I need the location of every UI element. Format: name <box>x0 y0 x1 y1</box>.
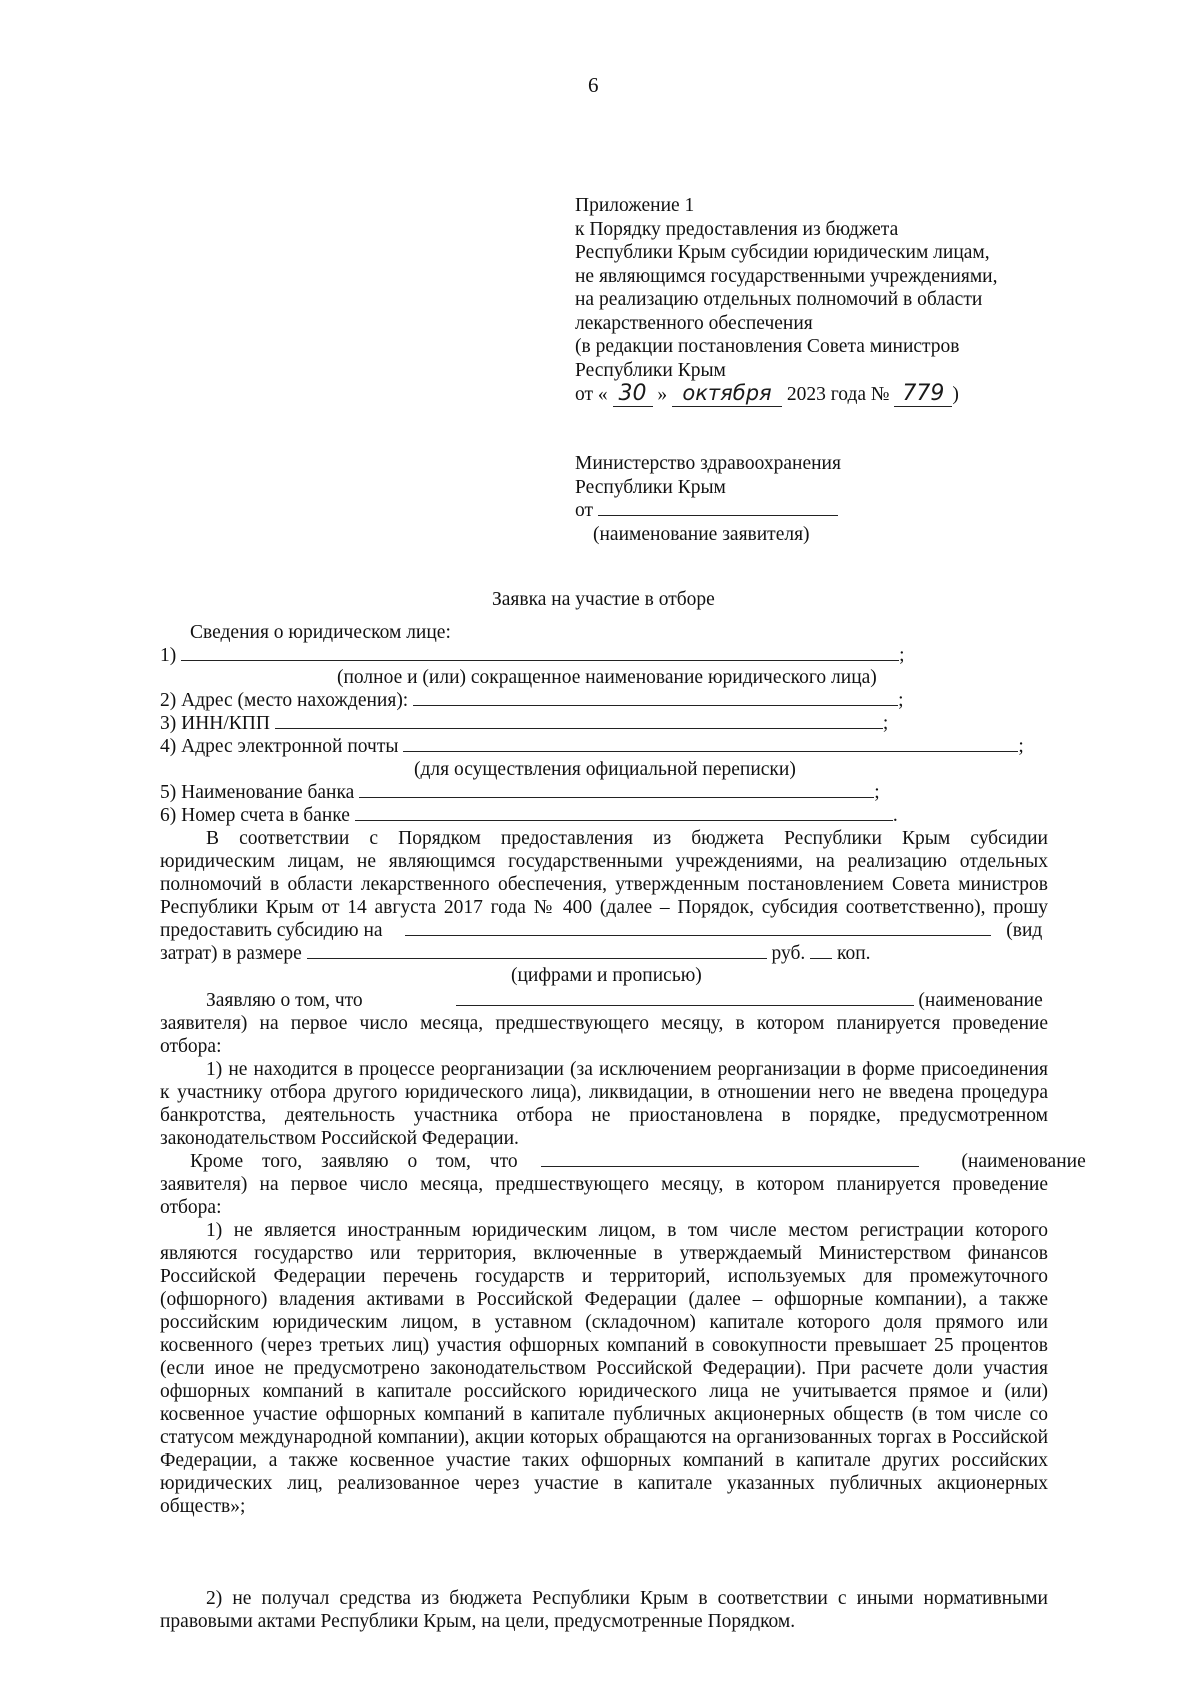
legal-info-item-3: 3) ИНН/КПП ; <box>160 713 889 734</box>
expense-type-field[interactable] <box>405 935 991 936</box>
address-field[interactable] <box>413 705 898 706</box>
form-title: Заявка на участие в отборе <box>492 589 715 610</box>
paragraph-1-line: В соответствии с Порядком предоставления из бюджета Республики Крым субсидии <box>206 828 1048 849</box>
declaration-2-row <box>190 1150 1086 1173</box>
email-field[interactable] <box>403 751 1018 752</box>
paragraph-4-line: заявителя) на первое число месяца, предшествующего месяцу, в котором планируется проведение <box>160 1174 1048 1195</box>
subsidy-purpose-label: предоставить субсидию на <box>160 920 383 941</box>
declaration-label: Заявляю о том, что <box>206 990 363 1011</box>
date-prefix: от « <box>575 384 608 405</box>
appendix-line: Приложение 1 <box>575 195 695 216</box>
item-6-label: 6) Номер счета в банке <box>160 805 350 826</box>
item-1-caption: (полное и (или) сокращенное наименование юридического лица) <box>337 667 877 688</box>
addressee-line: Республики Крым <box>575 476 726 498</box>
declaration-applicant-field[interactable] <box>456 1005 914 1006</box>
legal-info-item-2: 2) Адрес (место нахождения): ; <box>160 690 904 711</box>
declaration-suffix: (наименование <box>918 990 1043 1011</box>
account-number-field[interactable] <box>355 820 893 821</box>
addressee-from-row <box>575 499 841 523</box>
paragraph-2-line: отбора: <box>160 1036 222 1057</box>
applicant-name-field[interactable] <box>598 515 838 516</box>
expense-type-suffix: (вид <box>1006 920 1043 941</box>
bank-name-field[interactable] <box>359 797 874 798</box>
page-number: 6 <box>588 73 599 97</box>
amount-field[interactable] <box>307 958 767 959</box>
appendix-line: лекарственного обеспечения <box>575 312 813 334</box>
paragraph-1-line: Республики Крым от 14 августа 2017 года № 400 (далее – Порядок, субсидия соответственно), прошу <box>160 897 1048 918</box>
legal-info-heading: Сведения о юридическом лице: <box>190 622 451 643</box>
inn-kpp-field[interactable] <box>275 728 883 729</box>
item-1-label: 1) <box>160 645 177 666</box>
from-label: от <box>575 500 594 521</box>
appendix-line: Республики Крым <box>575 359 726 381</box>
kopeck-field[interactable] <box>810 958 832 959</box>
paragraph-4-line: отбора: <box>160 1197 222 1218</box>
amount-label: затрат) в размере <box>160 943 302 964</box>
addressee-block <box>575 452 841 546</box>
item-5-label: 5) Наименование банка <box>160 782 355 803</box>
legal-info-item-1: 1) ; <box>160 645 905 666</box>
kop-label: коп. <box>837 943 871 964</box>
appendix-line: не являющимся государственными учреждениями, <box>575 265 998 287</box>
amount-caption: (цифрами и прописью) <box>511 965 702 986</box>
declaration-row <box>206 989 1043 1012</box>
item-4-caption: (для осуществления официальной переписки) <box>414 759 796 780</box>
declaration-2-applicant-field[interactable] <box>541 1166 919 1167</box>
paragraph-2-line: заявителя) на первое число месяца, предшествующего месяцу, в котором планируется проведение <box>160 1013 1048 1034</box>
item-4-label: 4) Адрес электронной почты <box>160 736 399 757</box>
date-quote: » <box>657 384 668 405</box>
handwritten-month: октября <box>672 382 782 407</box>
appendix-block <box>575 194 998 407</box>
appendix-line: на реализацию отдельных полномочий в области <box>575 289 983 310</box>
paragraph-1-line: полномочий в области лекарственного обеспечения, утвержденным постановлением Совета министров <box>160 874 1048 895</box>
condition-offshore-paragraph: 1) не является иностранным юридическим лицом, в том числе местом регистрации которого являются государство или территория, включенные в утверждаемый Министерством финансов Российской Федерации перечень государств и территорий, используемых для промежуточного (офшорного) владения активами в Российской Федерации (далее – офшорные компании), а также российским юридическим лицом, в уставном (складочном) капитале которого доля прямого или косвенного (через третьих лиц) участия офшорных компаний в совокупности превышает 25 процентов (если иное не предусмотрено законодательством Российской Федерации). При расчете доли участия офшорных компаний в капитале российского юридического лица не учитывается прямое и (или) косвенное участие офшорных компаний в капитале публичных акционерных обществ (в том числе со статусом международной компании), акции которых обращаются на организованных торгах в Российской Федерации, а также косвенное участие таких офшорных компаний в капитале других российских юридических лиц, реализованное через участие в капитале указанных публичных акционерных обществ»; <box>160 1220 1048 1517</box>
declaration-2-suffix: (наименование <box>961 1151 1086 1172</box>
appendix-line: Республики Крым субсидии юридическим лицам, <box>575 242 990 263</box>
appendix-line: к Порядку предоставления из бюджета <box>575 218 899 240</box>
addressee-caption: (наименование заявителя) <box>593 523 810 545</box>
legal-name-field[interactable] <box>181 660 899 661</box>
handwritten-number: 779 <box>894 382 952 407</box>
legal-info-item-6: 6) Номер счета в банке . <box>160 805 898 826</box>
addressee-line: Министерство здравоохранения <box>575 453 841 474</box>
condition-2-paragraph: 2) не получал средства из бюджета Республики Крым в соответствии с иными нормативными правовыми актами Республики Крым, на цели, предусмотренные Порядком. <box>160 1588 1048 1632</box>
item-2-label: 2) Адрес (место нахождения): <box>160 690 409 711</box>
legal-info-item-5: 5) Наименование банка ; <box>160 782 880 803</box>
subsidy-purpose-row <box>160 919 1042 942</box>
appendix-line: (в редакции постановления Совета министров <box>575 336 960 357</box>
item-3-label: 3) ИНН/КПП <box>160 713 270 734</box>
condition-1-paragraph: 1) не находится в процессе реорганизации (за исключением реорганизации в форме присоединения к участнику отбора другого юридического лица), ликвидации, в отношении него не введена процедура банкротства, деятельность участника отбора не приостановлена в порядке, предусмотренном законодательством Российской Федерации. <box>160 1059 1048 1149</box>
rub-label: руб. <box>771 943 806 964</box>
paragraph-1-line: юридическим лицам, не являющимся государственными учреждениями, на реализацию отдельных <box>160 851 1048 872</box>
handwritten-day: 30 <box>613 382 653 407</box>
subsidy-amount-row <box>160 942 871 965</box>
appendix-date-line: от « 30 » октября 2023 года № 779 ) <box>575 381 959 406</box>
date-year: 2023 года № <box>786 384 890 405</box>
legal-info-item-4: 4) Адрес электронной почты ; <box>160 736 1024 757</box>
declaration-2-label: Кроме того, заявляю о том, что <box>190 1151 518 1172</box>
